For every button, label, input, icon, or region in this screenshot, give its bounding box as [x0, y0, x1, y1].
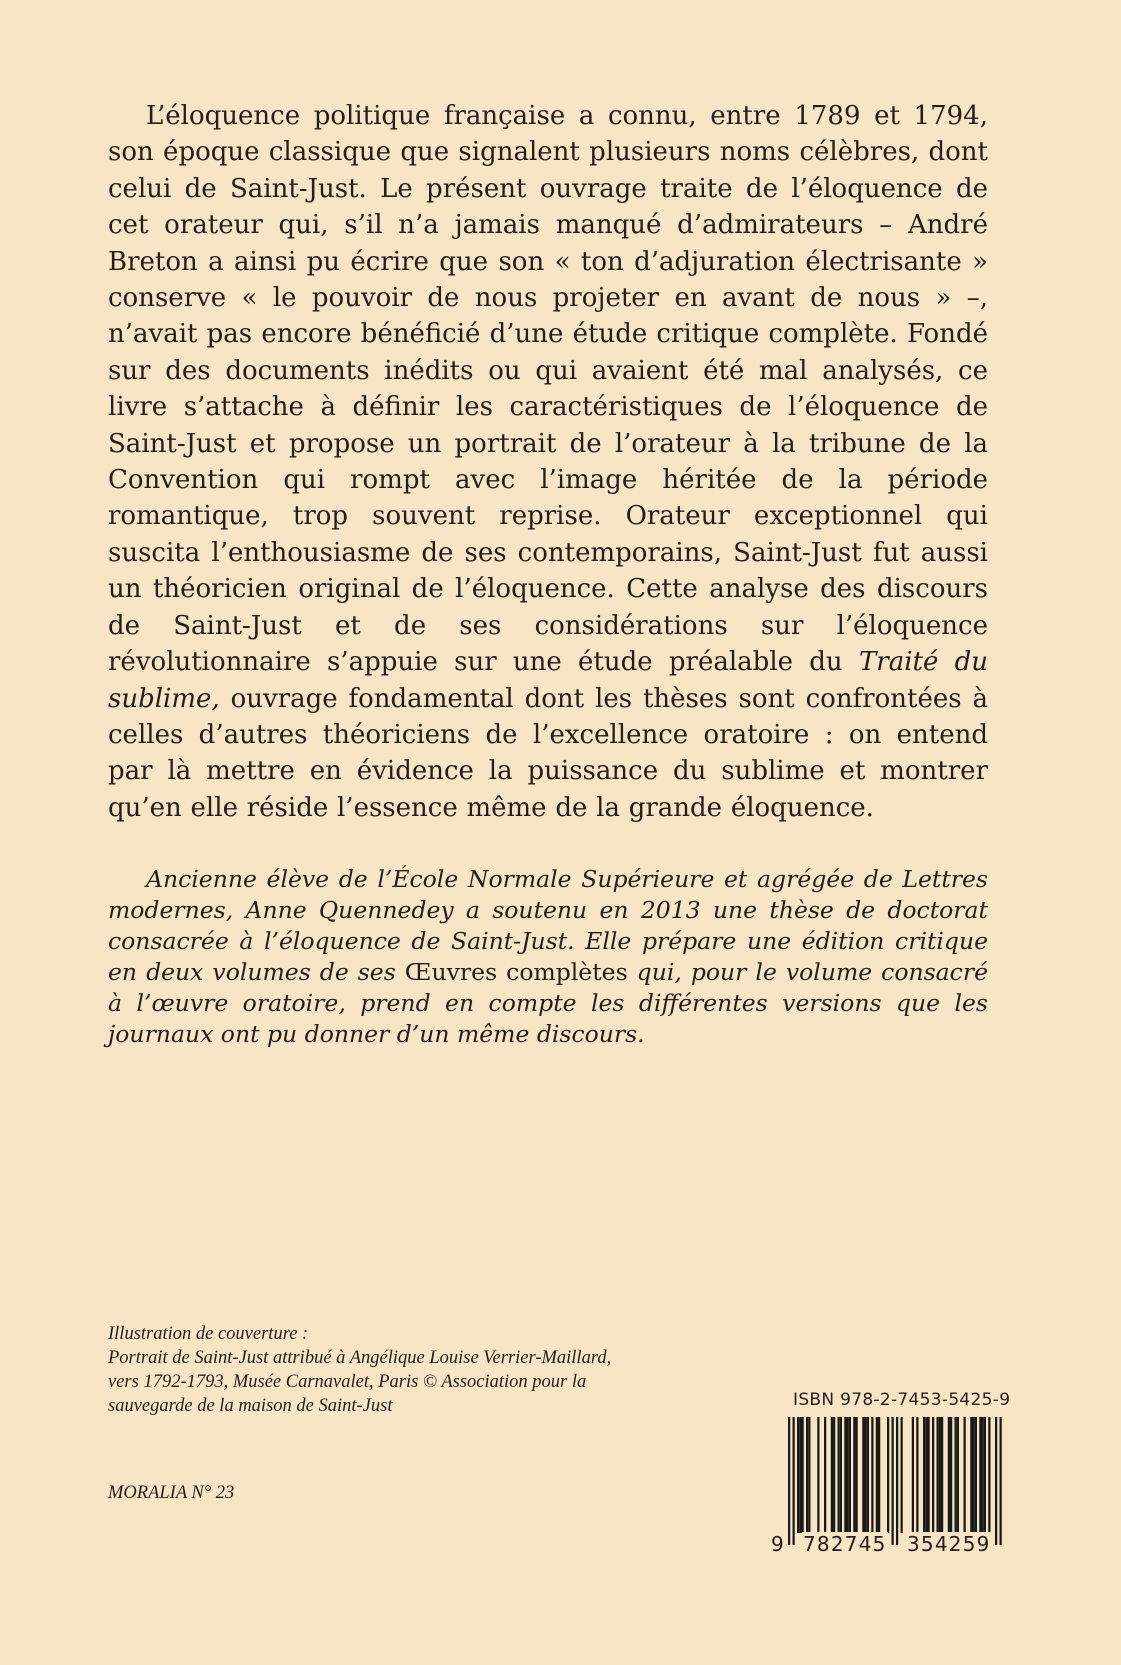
cover-illustration-credits — [108, 1322, 738, 1418]
credits-line-1: Portrait de Saint-Just attribué à Angélique Louise Verrier-Maillard, — [108, 1348, 612, 1368]
barcode-bar — [982, 1417, 984, 1533]
series-label: MORALIA N° 23 — [108, 1483, 235, 1503]
barcode-bar — [975, 1417, 977, 1533]
barcode-bar — [932, 1417, 934, 1533]
barcode-bar — [941, 1417, 943, 1533]
bio-text-2: qui, pour le volume consacré à l’œuvre oratoire, prend en compte les différentes versions que les journaux ont pu donner d’un même discours. — [108, 958, 988, 1048]
barcode-bar — [833, 1417, 835, 1533]
barcode-bar — [950, 1417, 952, 1533]
description-text-1: L’éloquence politique française a connu, entre 1789 et 1794, son époque classique que signalent plusieurs noms célèbres, dont celui de Saint-Just. Le présent ouvrage traite de l’éloquence de cet orateur qui, s’il n’a jamais manqué d’admirateurs – André Breton a ainsi pu écrire que son « ton d’adjuration électrisante » conserve « le pouvoir de nous projeter en avant de nous » –, n’avait pas encore bénéficié d’une étude critique complète. Fondé sur des documents inédits ou qui avaient été mal analysés, ce livre s’attache à définir les caractéristiques de l’éloquence de Saint-Just et propose un portrait de l’orateur à la tribune de la Convention qui rompt avec l’image héritée de la période romantique, trop souvent reprise. Orateur exceptionnel qui suscita l’enthousiasme de ses contemporains, Saint-Just fut aussi un théoricien original de l’éloquence. Cette analyse des discours de Saint-Just et de ses considérations sur l’éloquence révolutionnaire s’appuie sur une étude préalable du — [108, 101, 988, 678]
bio-works-title: Œuvres complètes — [404, 958, 628, 986]
isbn-barcode — [771, 1390, 1016, 1558]
barcode-bar — [1000, 1417, 1002, 1545]
credits-line-3: sauvegarde de la maison de Saint-Just — [108, 1396, 393, 1416]
barcode-bar — [865, 1417, 867, 1533]
barcode-right-digits: 354259 — [907, 1532, 991, 1556]
barcode-bar — [876, 1417, 878, 1533]
barcode-bar — [955, 1417, 957, 1533]
barcode-bar — [799, 1417, 801, 1533]
barcode-bar — [948, 1417, 950, 1533]
credits-line-2: vers 1792-1793, Musée Carnavalet, Paris © Association pour la — [108, 1372, 587, 1392]
barcode-bar — [995, 1417, 997, 1545]
barcode-bar — [979, 1417, 981, 1533]
barcode-bar — [844, 1417, 846, 1533]
barcode-bar — [937, 1417, 939, 1533]
barcode-bar — [808, 1417, 810, 1533]
barcode-bar — [824, 1417, 826, 1533]
barcode-bar — [988, 1417, 990, 1533]
barcode-bar — [788, 1417, 790, 1545]
description-text-2: ouvrage fondamental dont les thèses sont confrontées à celles d’autres théoriciens de l’excellence oratoire : on entend par là mettre en évidence la puissance du sublime et montrer qu’en elle réside l’essence même de la grande éloquence. — [108, 683, 988, 823]
barcode-bar — [887, 1417, 889, 1533]
barcode-bar — [797, 1417, 799, 1533]
barcode-bar — [939, 1417, 941, 1533]
barcode-bar — [856, 1417, 858, 1533]
barcode-bar — [793, 1417, 795, 1545]
barcode-bars — [788, 1417, 1016, 1545]
barcode-bar — [957, 1417, 959, 1533]
barcode-bar — [840, 1417, 842, 1533]
barcode-bar — [862, 1417, 864, 1533]
barcode-bar — [831, 1417, 833, 1533]
barcode-bar — [853, 1417, 855, 1533]
barcode-bar — [878, 1417, 880, 1533]
barcode-bar — [928, 1417, 930, 1533]
barcode-bar — [970, 1417, 972, 1533]
barcode-bar — [806, 1417, 808, 1533]
book-description — [108, 98, 988, 826]
barcode-bar — [973, 1417, 975, 1533]
barcode-bar — [847, 1417, 849, 1533]
barcode-bar — [892, 1417, 894, 1545]
barcode-lead-digit: 9 — [771, 1532, 784, 1556]
barcode-bar — [923, 1417, 925, 1533]
barcode-left-digits: 782745 — [803, 1532, 887, 1556]
barcode-bar — [802, 1417, 804, 1533]
barcode-bar — [871, 1417, 873, 1533]
barcode-bar — [912, 1417, 914, 1533]
barcode-bar — [896, 1417, 898, 1545]
barcode-bar — [925, 1417, 927, 1533]
barcode-bar — [916, 1417, 918, 1533]
barcode-bar — [838, 1417, 840, 1533]
description-title-italic: Traité du sublime, — [108, 647, 989, 714]
bio-text-1: Ancienne élève de l’École Normale Supérieure et agrégée de Lettres modernes, Anne Quennedey a soutenu en 2013 une thèse de doctorat consacrée à l’éloquence de Saint-Just. Elle prépare une édition critique en deux volumes de ses — [108, 865, 988, 986]
barcode-bar — [817, 1417, 819, 1533]
barcode-bar — [964, 1417, 966, 1533]
barcode-bar — [901, 1417, 903, 1533]
credits-heading: Illustration de couverture : — [108, 1324, 309, 1344]
barcode-bar — [867, 1417, 869, 1533]
author-bio — [108, 864, 988, 1050]
barcode-bar — [849, 1417, 851, 1533]
isbn-label: ISBN 978-2-7453-5425-9 — [793, 1390, 1011, 1410]
barcode-bar — [984, 1417, 986, 1533]
